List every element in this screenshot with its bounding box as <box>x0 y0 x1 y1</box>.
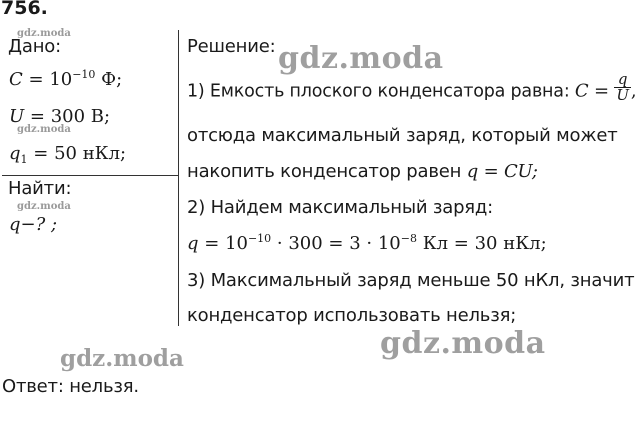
find-item: q−? ; <box>9 214 58 235</box>
watermark-large: gdz.moda <box>380 326 546 361</box>
line3-formula: q = CU; <box>466 161 538 182</box>
horizontal-divider <box>2 175 178 176</box>
watermark-large: gdz.moda <box>278 41 444 76</box>
calc-exp-b: −8 <box>400 232 417 245</box>
solution-step-1: 1) Емкость плоского конденсатора равна: C = $\frac{q}{U}$ , <box>187 70 637 104</box>
answer-line: Ответ: нельзя. <box>2 376 139 397</box>
given-charge: $q_1 = 50$ нКл; <box>9 143 127 166</box>
given-capacitance: $C = 10^{-10}$ Ф; <box>9 68 123 90</box>
solution-conclusion: конденсатор использовать нельзя; <box>187 305 517 326</box>
watermark-small: gdz.moda <box>17 201 71 212</box>
calc-part-a: 10 <box>225 233 248 254</box>
calc-exp-a: −10 <box>247 232 272 245</box>
calc-part-c: Кл = 30 нКл; <box>416 233 547 254</box>
watermark-small: gdz.moda <box>17 28 71 39</box>
line3-text: накопить конденсатор равен <box>187 161 467 182</box>
solution-step-3: 3) Максимальный заряд меньше 50 нКл, значит <box>187 270 635 291</box>
given-c-unit: Ф; <box>95 69 123 90</box>
solution-line-2: отсюда максимальный заряд, который может <box>187 125 618 146</box>
solution-calculation: $q = 10^{-10} \cdot 300 = 3 \cdot 10^{-8}$ Кл = 30 нКл; <box>187 232 547 254</box>
given-c-base: 10 <box>49 69 73 90</box>
given-voltage: U = 300 В; <box>9 106 111 127</box>
watermark-medium: gdz.moda <box>60 345 184 372</box>
capacitance-fraction <box>614 72 630 103</box>
solution-heading: Решение: <box>187 36 276 57</box>
fraction-numerator: q <box>617 70 628 88</box>
given-c-exponent: −10 <box>72 68 96 81</box>
problem-number: 756. <box>1 0 48 19</box>
calc-part-b: · 300 = 3 · 10 <box>271 233 401 254</box>
step1-tail: , <box>630 80 637 102</box>
vertical-divider <box>178 30 179 326</box>
given-heading: Дано: <box>8 36 61 57</box>
given-q1-value: 50 нКл; <box>54 143 127 164</box>
given-u-value: 300 В; <box>50 106 111 127</box>
solution-line-3 <box>187 161 538 182</box>
fraction-denominator: U <box>616 86 629 104</box>
solution-step-2: 2) Найдем максимальный заряд: <box>187 197 494 218</box>
find-heading: Найти: <box>8 178 72 199</box>
watermark-small: gdz.moda <box>17 124 71 135</box>
step1-text: 1) Емкость плоского конденсатора равна: <box>187 81 575 102</box>
